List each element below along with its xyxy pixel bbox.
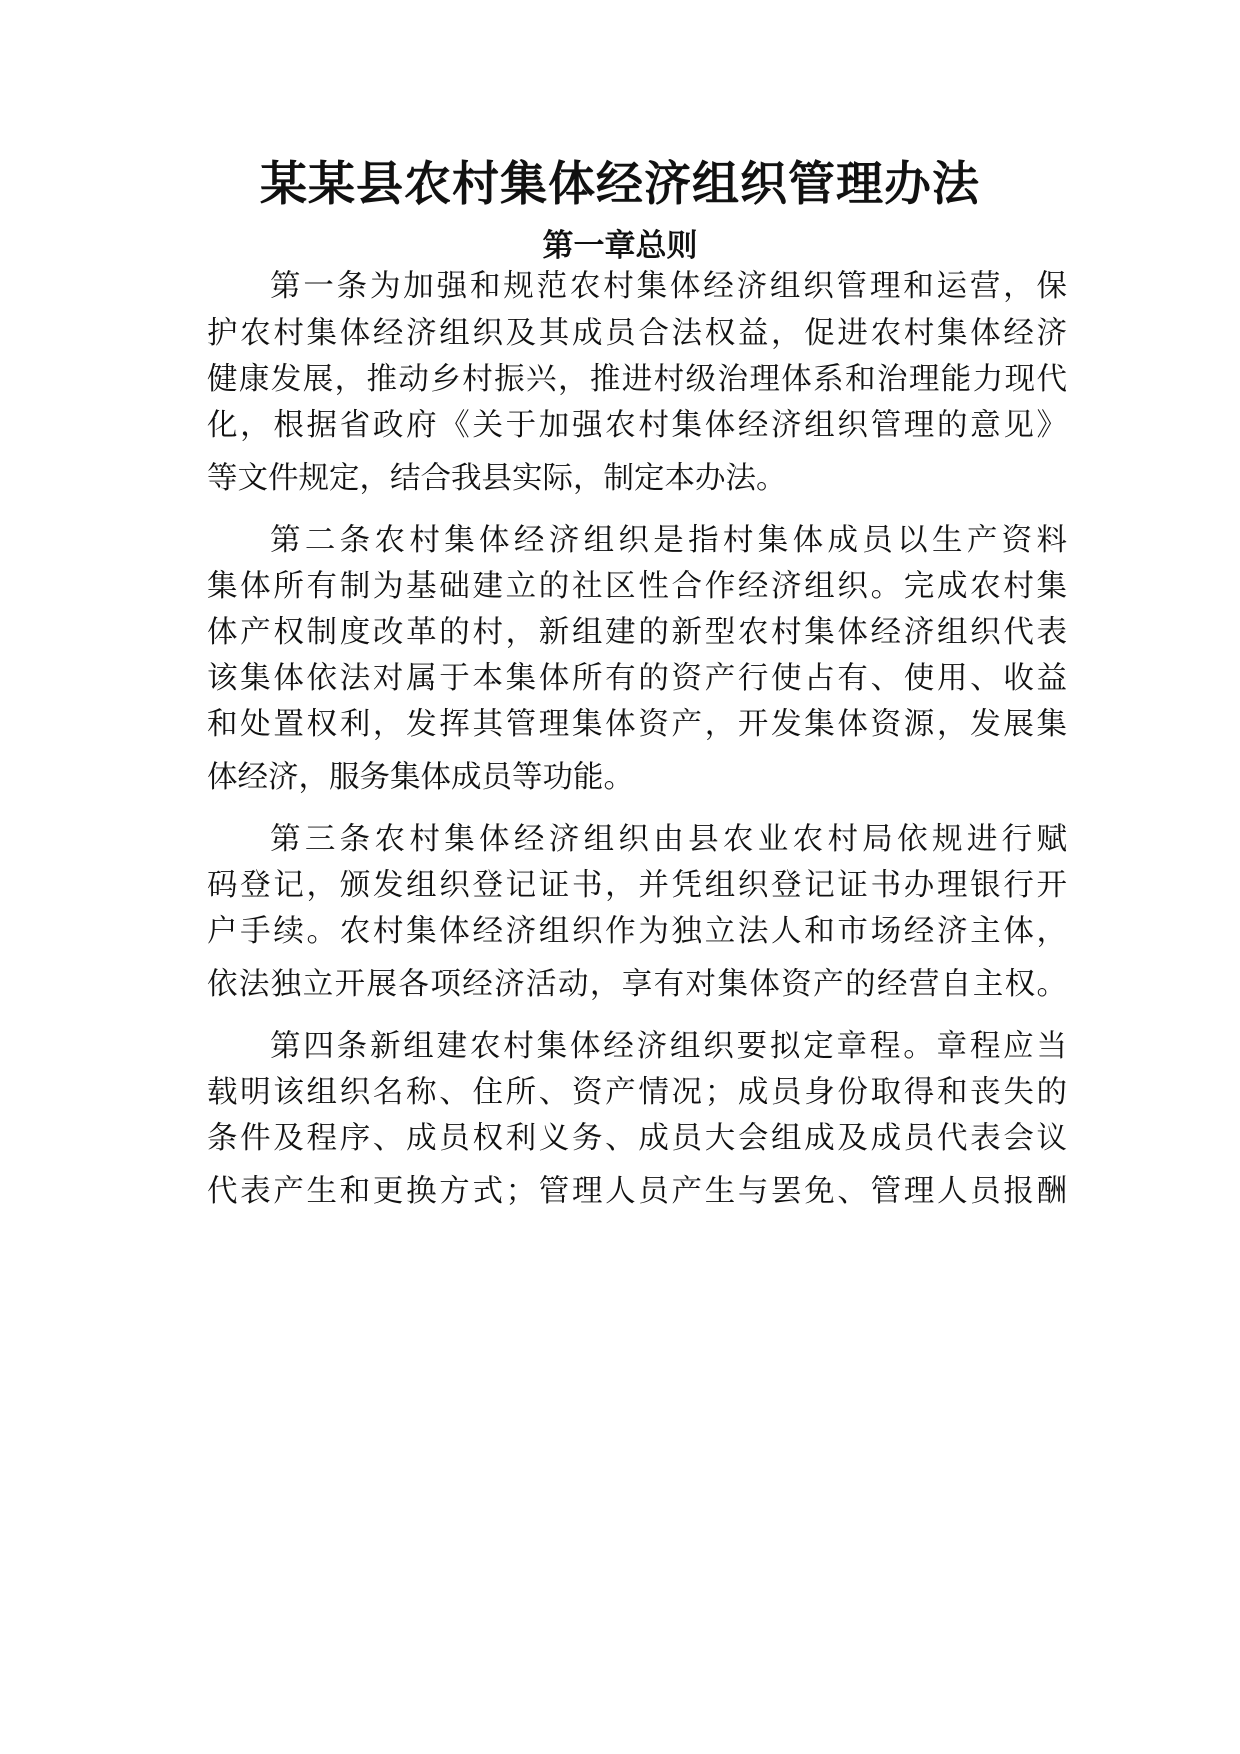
- article-3-line-2: 码登记，颁发组织登记证书，并凭组织登记证书办理银行开: [207, 868, 1067, 903]
- article-4-line-4: 代表产生和更换方式；管理人员产生与罢免、管理人员报酬: [207, 1174, 1067, 1209]
- article-3-line-4: 依法独立开展各项经济活动，享有对集体资产的经营自主权。: [207, 967, 1067, 1002]
- article-4-line-2: 载明该组织名称、住所、资产情况；成员身份取得和丧失的: [207, 1075, 1067, 1110]
- article-1-line-3: 健康发展，推动乡村振兴，推进村级治理体系和治理能力现代: [207, 362, 1067, 397]
- article-3-line-1: 第三条农村集体经济组织由县农业农村局依规进行赋: [270, 822, 1067, 857]
- article-2-line-2: 集体所有制为基础建立的社区性合作经济组织。完成农村集: [207, 569, 1067, 604]
- article-4-line-1: 第四条新组建农村集体经济组织要拟定章程。章程应当: [270, 1029, 1067, 1064]
- article-1-line-5: 等文件规定，结合我县实际，制定本办法。: [207, 461, 787, 496]
- article-2-line-6: 体经济，服务集体成员等功能。: [207, 760, 634, 795]
- chapter-heading: 第一章总则: [542, 228, 698, 264]
- article-1-line-2: 护农村集体经济组织及其成员合法权益，促进农村集体经济: [207, 316, 1067, 351]
- article-4-line-3: 条件及程序、成员权利义务、成员大会组成及成员代表会议: [207, 1121, 1067, 1156]
- document-title: 某某县农村集体经济组织管理办法: [260, 157, 980, 212]
- article-2-line-1: 第二条农村集体经济组织是指村集体成员以生产资料: [270, 523, 1067, 558]
- article-2-line-3: 体产权制度改革的村，新组建的新型农村集体经济组织代表: [207, 615, 1067, 650]
- article-1-line-1: 第一条为加强和规范农村集体经济组织管理和运营，保: [270, 269, 1067, 304]
- article-1-line-4: 化，根据省政府《关于加强农村集体经济组织管理的意见》: [207, 408, 1067, 443]
- article-3-line-3: 户手续。农村集体经济组织作为独立法人和市场经济主体，: [207, 914, 1067, 949]
- article-2-line-4: 该集体依法对属于本集体所有的资产行使占有、使用、收益: [207, 661, 1067, 696]
- article-2-line-5: 和处置权利，发挥其管理集体资产，开发集体资源，发展集: [207, 707, 1067, 742]
